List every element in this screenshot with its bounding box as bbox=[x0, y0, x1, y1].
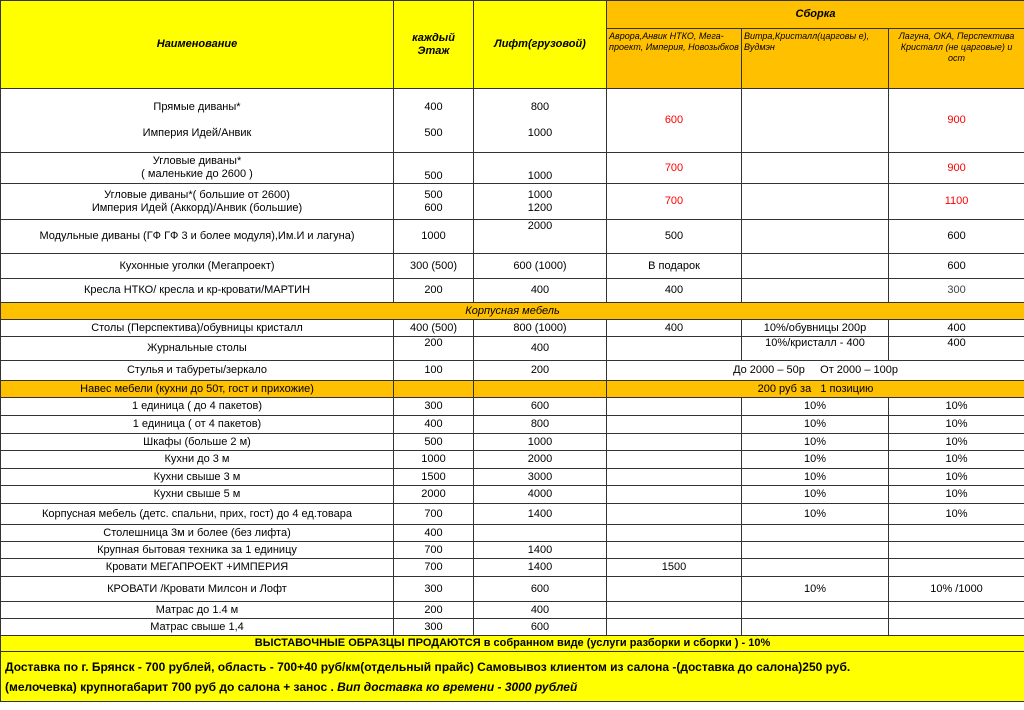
assembly-col3 bbox=[889, 602, 1024, 619]
table-row bbox=[1, 279, 1024, 303]
assembly-col1: 400 bbox=[607, 320, 742, 337]
floor-price: 700 bbox=[394, 504, 474, 525]
table-row bbox=[1, 361, 1024, 381]
assembly-col1: 700 bbox=[607, 153, 742, 184]
assembly-col2: 10% bbox=[742, 469, 889, 486]
assembly-col3: 400 bbox=[889, 320, 1024, 337]
assembly-col1: В подарок bbox=[607, 254, 742, 279]
assembly-col1 bbox=[607, 486, 742, 504]
floor-price: 100 bbox=[394, 361, 474, 381]
header-assembly-col2: Витра,Кристалл(царговы е), Вудмэн bbox=[742, 29, 889, 89]
assembly-col2: 10% bbox=[742, 504, 889, 525]
item-name: Стулья и табуреты/зеркало bbox=[1, 361, 394, 381]
section-header bbox=[1, 303, 1024, 320]
floor-price: 300 bbox=[394, 577, 474, 602]
lift-price: 600 (1000) bbox=[474, 254, 607, 279]
floor-price: 700 bbox=[394, 559, 474, 577]
floor-price: 400 bbox=[394, 416, 474, 434]
table-row bbox=[1, 504, 1024, 525]
table-row bbox=[1, 337, 1024, 361]
lift-price: 400 bbox=[474, 279, 607, 303]
floor-price: 200 bbox=[394, 602, 474, 619]
floor-price: 2000 bbox=[394, 486, 474, 504]
item-name: Модульные диваны (ГФ ГФ 3 и более модуля),Им.И и лагуна) bbox=[1, 220, 394, 254]
item-name: Угловые диваны* ( маленькие до 2600 ) bbox=[1, 153, 394, 184]
assembly-col3: 10% bbox=[889, 486, 1024, 504]
assembly-col1 bbox=[607, 451, 742, 469]
assembly-col3: 1100 bbox=[889, 184, 1024, 220]
floor-price: 200 bbox=[394, 279, 474, 303]
item-name: Столы (Перспектива)/обувницы кристалл bbox=[1, 320, 394, 337]
item-name: Угловые диваны*( большие от 2600) Империя Идей (Аккорд)/Анвик (большие) bbox=[1, 184, 394, 220]
assembly-col1 bbox=[607, 602, 742, 619]
assembly-col1 bbox=[607, 525, 742, 542]
lift-price: 1000 1200 bbox=[474, 184, 607, 220]
rows-body bbox=[1, 398, 1024, 636]
assembly-col2 bbox=[742, 89, 889, 153]
assembly-col2 bbox=[742, 279, 889, 303]
assembly-col2: 10%/обувницы 200р bbox=[742, 320, 889, 337]
floor-price: 300 bbox=[394, 398, 474, 416]
banner-text: ВЫСТАВОЧНЫЕ ОБРАЗЦЫ ПРОДАЮТСЯ в собранном виде (услуги разборки и сборки ) - 10% bbox=[1, 636, 1024, 652]
assembly-col3: 600 bbox=[889, 254, 1024, 279]
lift-price: 800 1000 bbox=[474, 89, 607, 153]
item-name: Прямые диваны* Империя Идей/Анвик bbox=[1, 89, 394, 153]
lift-price: 1400 bbox=[474, 542, 607, 559]
table-row bbox=[1, 398, 1024, 416]
table-row bbox=[1, 525, 1024, 542]
assembly-col2 bbox=[742, 559, 889, 577]
item-name: Журнальные столы bbox=[1, 337, 394, 361]
assembly-col1: 1500 bbox=[607, 559, 742, 577]
assembly-col3: 600 bbox=[889, 220, 1024, 254]
item-name: Матрас свыше 1,4 bbox=[1, 619, 394, 636]
section-title-cabinet: Корпусная мебель bbox=[1, 303, 1024, 320]
assembly-col2 bbox=[742, 525, 889, 542]
floor-price: 1500 bbox=[394, 469, 474, 486]
item-name: Столешница 3м и более (без лифта) bbox=[1, 525, 394, 542]
assembly-col1 bbox=[607, 337, 742, 361]
assembly-col3 bbox=[889, 559, 1024, 577]
assembly-col2: 10% bbox=[742, 398, 889, 416]
hanging-assembly: 200 руб за 1 позицию bbox=[607, 381, 1024, 398]
table-row bbox=[1, 434, 1024, 451]
assembly-col2: 10% bbox=[742, 577, 889, 602]
assembly-col3: 900 bbox=[889, 89, 1024, 153]
floor-price: 200 bbox=[394, 337, 474, 361]
table-row bbox=[1, 184, 1024, 220]
item-name: 1 единица ( до 4 пакетов) bbox=[1, 398, 394, 416]
lift-price: 200 bbox=[474, 361, 607, 381]
item-name: Матрас до 1.4 м bbox=[1, 602, 394, 619]
assembly-col3: 900 bbox=[889, 153, 1024, 184]
table-row bbox=[1, 542, 1024, 559]
floor-price: 400 500 bbox=[394, 89, 474, 153]
item-name: Кухни до 3 м bbox=[1, 451, 394, 469]
section-header bbox=[1, 381, 1024, 398]
assembly-col3: 10% bbox=[889, 504, 1024, 525]
delivery-info: Доставка по г. Брянск - 700 рублей, область - 700+40 руб/км(отдельный прайс) Самовывоз клиентом из салона -(доставка до салона)250 руб. (мелочевка) крупногабарит 700 руб до салона + занос . Вип доставка ко времени - 3000 рублей bbox=[1, 652, 1024, 702]
table-row bbox=[1, 254, 1024, 279]
table-row bbox=[1, 486, 1024, 504]
lift-price: 3000 bbox=[474, 469, 607, 486]
assembly-col2: 10%/кристалл - 400 bbox=[742, 337, 889, 361]
assembly-col3: 10% bbox=[889, 451, 1024, 469]
table-row bbox=[1, 320, 1024, 337]
lift-price: 1400 bbox=[474, 559, 607, 577]
assembly-col3: 10% bbox=[889, 416, 1024, 434]
lift-price: 400 bbox=[474, 602, 607, 619]
header-name: Наименование bbox=[1, 1, 394, 89]
floor-price: 500 bbox=[394, 434, 474, 451]
item-name: КРОВАТИ /Кровати Милсон и Лофт bbox=[1, 577, 394, 602]
item-name: Кресла НТКО/ кресла и кр-кровати/МАРТИН bbox=[1, 279, 394, 303]
lift-price: 400 bbox=[474, 337, 607, 361]
assembly-col2: 10% bbox=[742, 416, 889, 434]
assembly-col1: 700 bbox=[607, 184, 742, 220]
assembly-col2 bbox=[742, 619, 889, 636]
lift-price: 1000 bbox=[474, 153, 607, 184]
assembly-col1: 400 bbox=[607, 279, 742, 303]
assembly-col1 bbox=[607, 577, 742, 602]
lift-price: 600 bbox=[474, 619, 607, 636]
table-row bbox=[1, 577, 1024, 602]
assembly-col1 bbox=[607, 542, 742, 559]
assembly-col3: 300 bbox=[889, 279, 1024, 303]
assembly-col2 bbox=[742, 542, 889, 559]
floor-price: 1000 bbox=[394, 220, 474, 254]
lift-price: 800 bbox=[474, 416, 607, 434]
assembly-col1: 600 bbox=[607, 89, 742, 153]
floor-price: 500 600 bbox=[394, 184, 474, 220]
item-name: Крупная бытовая техника за 1 единицу bbox=[1, 542, 394, 559]
lift-price: 800 (1000) bbox=[474, 320, 607, 337]
table-row bbox=[1, 89, 1024, 153]
item-name: Кухни свыше 3 м bbox=[1, 469, 394, 486]
item-name: Кровати МЕГАПРОЕКТ +ИМПЕРИЯ bbox=[1, 559, 394, 577]
assembly-col1 bbox=[607, 416, 742, 434]
table-row bbox=[1, 220, 1024, 254]
lift-price: 1000 bbox=[474, 434, 607, 451]
header-assembly: Сборка bbox=[607, 1, 1024, 29]
floor-price: 300 bbox=[394, 619, 474, 636]
assembly-col2: 10% bbox=[742, 434, 889, 451]
assembly-col2 bbox=[742, 220, 889, 254]
lift-price: 600 bbox=[474, 398, 607, 416]
lift-price: 4000 bbox=[474, 486, 607, 504]
floor-price: 1000 bbox=[394, 451, 474, 469]
delivery-row bbox=[1, 652, 1024, 702]
section-title-hanging: Навес мебели (кухни до 50т, гост и прихожие) bbox=[1, 381, 394, 398]
lift-price: 2000 bbox=[474, 451, 607, 469]
assembly-col1 bbox=[607, 504, 742, 525]
floor-price: 400 (500) bbox=[394, 320, 474, 337]
lift-price: 600 bbox=[474, 577, 607, 602]
assembly-col3: 10% /1000 bbox=[889, 577, 1024, 602]
item-name: Кухни свыше 5 м bbox=[1, 486, 394, 504]
lift-price: 2000 bbox=[474, 220, 607, 254]
header-assembly-col3: Лагуна, ОКА, Перспектива Кристалл (не царговые) и ост bbox=[889, 29, 1024, 89]
header-floor: каждый Этаж bbox=[394, 1, 474, 89]
assembly-col3 bbox=[889, 619, 1024, 636]
item-name: Кухонные уголки (Мегапроект) bbox=[1, 254, 394, 279]
assembly-col2 bbox=[742, 184, 889, 220]
assembly-col3: 400 bbox=[889, 337, 1024, 361]
assembly-col1: 500 bbox=[607, 220, 742, 254]
assembly-col1 bbox=[607, 469, 742, 486]
floor-price: 500 bbox=[394, 153, 474, 184]
assembly-all: До 2000 – 50р От 2000 – 100р bbox=[607, 361, 1024, 381]
assembly-col1 bbox=[607, 619, 742, 636]
table-row bbox=[1, 602, 1024, 619]
assembly-col2: 10% bbox=[742, 486, 889, 504]
table-row bbox=[1, 559, 1024, 577]
floor-price: 300 (500) bbox=[394, 254, 474, 279]
item-name: Шкафы (больше 2 м) bbox=[1, 434, 394, 451]
item-name: 1 единица ( от 4 пакетов) bbox=[1, 416, 394, 434]
floor-price: 400 bbox=[394, 525, 474, 542]
assembly-col2 bbox=[742, 254, 889, 279]
table-row bbox=[1, 153, 1024, 184]
assembly-col2: 10% bbox=[742, 451, 889, 469]
table-row bbox=[1, 416, 1024, 434]
assembly-col3: 10% bbox=[889, 434, 1024, 451]
assembly-col3 bbox=[889, 525, 1024, 542]
assembly-col2 bbox=[742, 153, 889, 184]
header-lift: Лифт(грузовой) bbox=[474, 1, 607, 89]
assembly-col3 bbox=[889, 542, 1024, 559]
item-name: Корпусная мебель (детс. спальни, прих, гост) до 4 ед.товара bbox=[1, 504, 394, 525]
lift-price: 1400 bbox=[474, 504, 607, 525]
floor-price: 700 bbox=[394, 542, 474, 559]
assembly-col1 bbox=[607, 434, 742, 451]
lift-price bbox=[474, 525, 607, 542]
header-assembly-col1: Аврора,Анвик НТКО, Мега-проект, Империя, Новозыбков bbox=[607, 29, 742, 89]
table-row bbox=[1, 469, 1024, 486]
banner-row bbox=[1, 636, 1024, 652]
assembly-col2 bbox=[742, 602, 889, 619]
assembly-col1 bbox=[607, 398, 742, 416]
assembly-col3: 10% bbox=[889, 398, 1024, 416]
table-row bbox=[1, 451, 1024, 469]
assembly-col3: 10% bbox=[889, 469, 1024, 486]
table-row bbox=[1, 619, 1024, 636]
